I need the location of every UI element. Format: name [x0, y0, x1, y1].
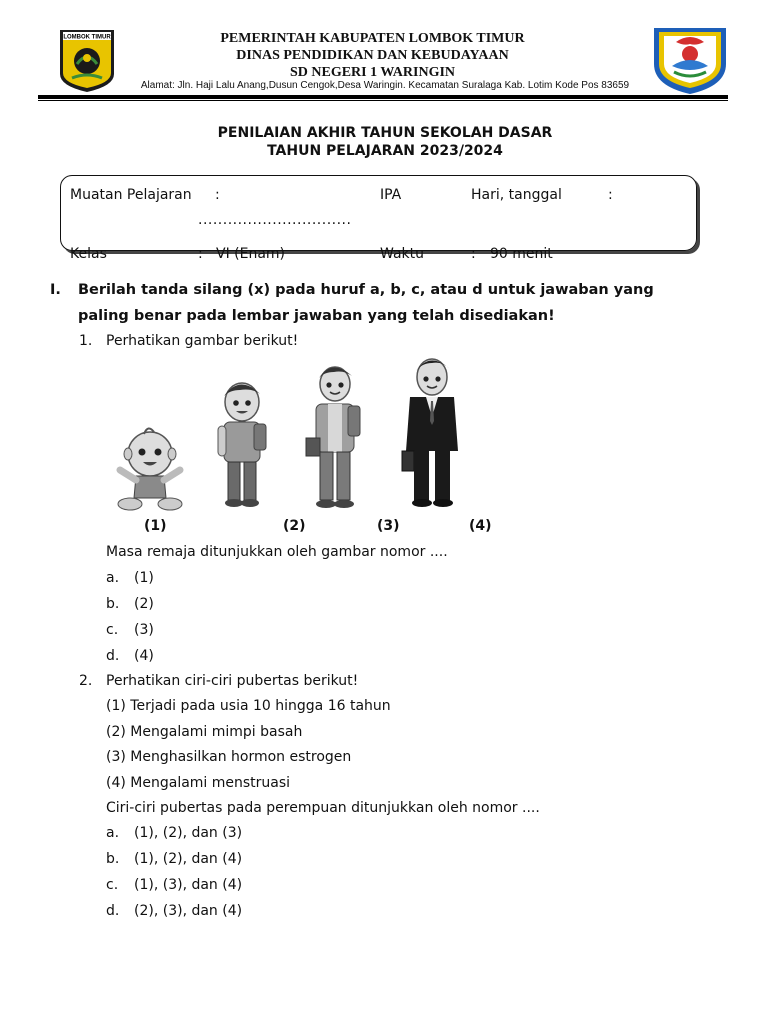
figure-label-1: (1) — [144, 518, 167, 534]
q2-option-d-letter: d. — [106, 903, 120, 919]
exam-year: TAHUN PELAJARAN 2023/2024 — [267, 143, 503, 159]
q2-item-3: (3) Menghasilkan hormon estrogen — [106, 749, 352, 765]
svg-text:LOMBOK TIMUR: LOMBOK TIMUR — [63, 34, 111, 41]
q2-number: 2. — [79, 673, 93, 689]
header-rule-thick — [38, 95, 728, 99]
day-colon: : — [608, 187, 613, 203]
q2-question: Ciri-ciri pubertas pada perempuan ditunjukkan oleh nomor .... — [106, 800, 540, 816]
q2-item-2: (2) Mengalami mimpi basah — [106, 724, 303, 740]
figure-baby — [110, 420, 190, 512]
figure-adult — [398, 355, 466, 510]
class-value: VI (Enam) — [216, 246, 286, 262]
q2-option-a-letter: a. — [106, 825, 120, 841]
header-rule-thin — [38, 100, 728, 101]
q1-option-b-letter: b. — [106, 596, 120, 612]
q2-option-c-letter: c. — [106, 877, 119, 893]
time-colon: : — [471, 246, 476, 262]
q1-option-d: (4) — [134, 648, 154, 664]
q1-number: 1. — [79, 333, 93, 349]
time-value: 90 menit — [490, 246, 553, 262]
figure-child — [210, 378, 274, 510]
q2-option-b-letter: b. — [106, 851, 120, 867]
q2-option-a: (1), (2), dan (3) — [134, 825, 243, 841]
q2-option-c: (1), (3), dan (4) — [134, 877, 243, 893]
header-school: SD NEGERI 1 WARINGIN — [289, 65, 456, 80]
q2-option-d: (2), (3), dan (4) — [134, 903, 243, 919]
subject-colon: : — [215, 187, 220, 203]
header-address: Alamat: Jln. Haji Lalu Anang,Dusun Cengok,Desa Waringin. Kecamatan Suralaga Kab. Lotim Kode Pos 83659 — [140, 80, 630, 91]
q1-option-d-letter: d. — [106, 648, 120, 664]
q1-option-c-letter: c. — [106, 622, 119, 638]
q1-prompt: Perhatikan gambar berikut! — [106, 333, 299, 349]
time-label: Waktu — [380, 246, 424, 262]
q1-option-a-letter: a. — [106, 570, 120, 586]
figure-label-3: (3) — [377, 518, 400, 534]
q2-item-1: (1) Terjadi pada usia 10 hingga 16 tahun — [106, 698, 391, 714]
q1-question: Masa remaja ditunjukkan oleh gambar nomor .... — [106, 544, 448, 560]
q2-item-4: (4) Mengalami menstruasi — [106, 775, 291, 791]
class-label: Kelas — [70, 246, 107, 262]
subject-label: Muatan Pelajaran — [70, 187, 192, 203]
day-label: Hari, tanggal — [471, 187, 562, 203]
q1-option-a: (1) — [134, 570, 154, 586]
section-instruction: Berilah tanda silang (x) pada huruf a, b, c, atau d untuk jawaban yang paling benar pada lembar jawaban yang telah disediakan! — [78, 282, 654, 324]
q2-option-b: (1), (2), dan (4) — [134, 851, 243, 867]
section-numeral: I. — [50, 282, 61, 298]
class-colon: : — [198, 246, 203, 262]
figure-teenager — [300, 362, 370, 512]
q2-prompt: Perhatikan ciri-ciri pubertas berikut! — [106, 673, 359, 689]
figure-label-4: (4) — [469, 518, 492, 534]
figure-label-2: (2) — [283, 518, 306, 534]
day-value: ............................... — [198, 212, 352, 228]
q1-option-c: (3) — [134, 622, 154, 638]
header-department: DINAS PENDIDIKAN DAN KEBUDAYAAN — [236, 48, 509, 63]
header-government: PEMERINTAH KABUPATEN LOMBOK TIMUR — [220, 31, 525, 46]
exam-title: PENILAIAN AKHIR TAHUN SEKOLAH DASAR — [217, 125, 553, 141]
subject-value: IPA — [380, 187, 402, 203]
q1-option-b: (2) — [134, 596, 154, 612]
